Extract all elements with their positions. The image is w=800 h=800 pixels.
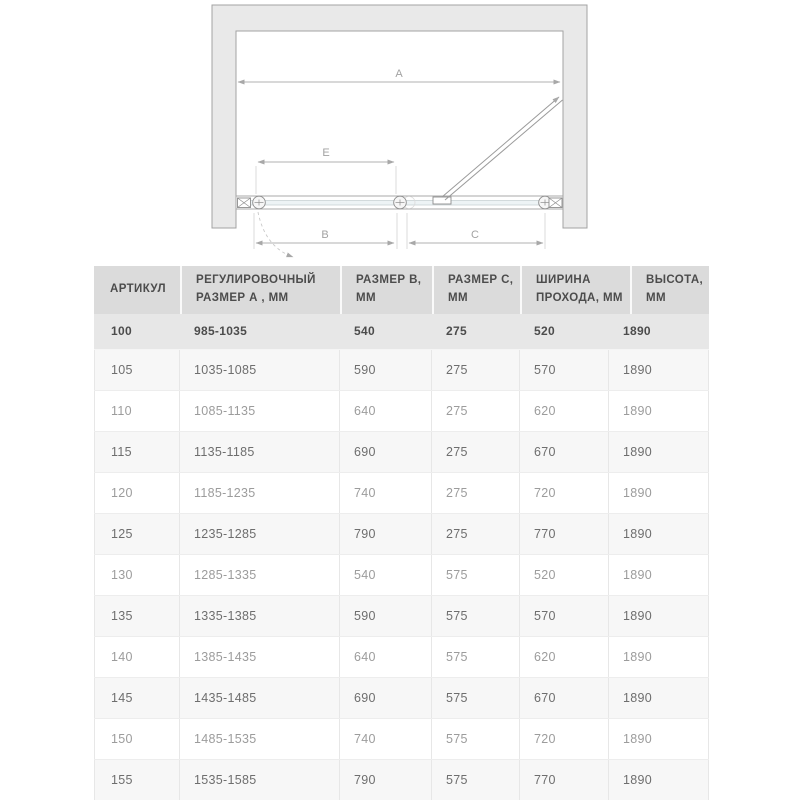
table-row <box>94 719 709 760</box>
table-cell: 575 <box>432 719 520 759</box>
table-row <box>94 637 709 678</box>
table-cell: 155 <box>94 760 180 800</box>
table-cell: 1890 <box>609 760 709 800</box>
table-cell: 1890 <box>609 637 709 677</box>
open-door-panel <box>442 97 563 200</box>
dimension-e <box>256 147 396 194</box>
table-cell: 1890 <box>609 432 709 472</box>
table-cell: 1890 <box>609 596 709 636</box>
door-swing-arc <box>258 212 293 257</box>
table-cell: 1890 <box>609 719 709 759</box>
table-cell: 1335-1385 <box>180 596 340 636</box>
table-row <box>94 473 709 514</box>
dimension-b-label: B <box>321 229 329 241</box>
table-cell: 1285-1335 <box>180 555 340 595</box>
table-cell: 115 <box>94 432 180 472</box>
table-cell: 790 <box>340 760 432 800</box>
table-cell: 100 <box>94 314 180 349</box>
dimension-b <box>254 213 397 249</box>
table-cell: 575 <box>432 678 520 718</box>
table-row <box>94 555 709 596</box>
table-cell: 275 <box>432 314 520 349</box>
table-cell: 1890 <box>609 678 709 718</box>
table-cell: 540 <box>340 314 432 349</box>
left-bracket <box>238 198 251 208</box>
table-row <box>94 678 709 719</box>
table-cell: 520 <box>520 555 609 595</box>
right-bracket <box>549 198 562 208</box>
table-cell: 590 <box>340 350 432 390</box>
table-cell: 110 <box>94 391 180 431</box>
column-header-height: ВЫСОТА, ММ <box>630 266 709 314</box>
table-cell: 1890 <box>609 391 709 431</box>
table-row <box>94 760 709 800</box>
table-cell: 620 <box>520 637 609 677</box>
table-cell: 125 <box>94 514 180 554</box>
table-cell: 720 <box>520 719 609 759</box>
table-cell: 670 <box>520 432 609 472</box>
table-cell: 540 <box>340 555 432 595</box>
table-cell: 1185-1235 <box>180 473 340 513</box>
table-cell: 985-1035 <box>180 314 340 349</box>
table-cell: 720 <box>520 473 609 513</box>
table-cell: 690 <box>340 678 432 718</box>
table-cell: 275 <box>432 350 520 390</box>
table-cell: 740 <box>340 473 432 513</box>
table-cell: 570 <box>520 350 609 390</box>
column-header-size-b: РАЗМЕР В, ММ <box>340 266 432 314</box>
table-cell: 1890 <box>609 514 709 554</box>
table-cell: 770 <box>520 514 609 554</box>
table-row <box>94 314 709 350</box>
table-row <box>94 514 709 555</box>
shower-door-diagram <box>190 0 600 262</box>
table-cell: 590 <box>340 596 432 636</box>
table-cell: 1385-1435 <box>180 637 340 677</box>
table-cell: 575 <box>432 760 520 800</box>
roller-middle <box>394 196 407 209</box>
pivot-handle <box>433 197 451 204</box>
door-technical-drawing <box>190 0 600 262</box>
table-cell: 275 <box>432 391 520 431</box>
table-row <box>94 596 709 637</box>
table-cell: 770 <box>520 760 609 800</box>
roller-left <box>253 196 266 209</box>
table-cell: 575 <box>432 596 520 636</box>
table-cell: 140 <box>94 637 180 677</box>
table-cell: 145 <box>94 678 180 718</box>
dimension-c <box>407 213 545 249</box>
table-cell: 1135-1185 <box>180 432 340 472</box>
table-cell: 1235-1285 <box>180 514 340 554</box>
table-row <box>94 391 709 432</box>
table-cell: 1085-1135 <box>180 391 340 431</box>
wall-outline <box>212 5 587 228</box>
table-cell: 1535-1585 <box>180 760 340 800</box>
table-cell: 740 <box>340 719 432 759</box>
table-cell: 120 <box>94 473 180 513</box>
table-cell: 690 <box>340 432 432 472</box>
column-header-passage-width: ШИРИНА ПРОХОДА, ММ <box>520 266 630 314</box>
table-cell: 1890 <box>609 473 709 513</box>
table-row <box>94 350 709 391</box>
table-cell: 1890 <box>609 350 709 390</box>
door-rail <box>236 196 563 209</box>
table-cell: 105 <box>94 350 180 390</box>
table-cell: 130 <box>94 555 180 595</box>
table-cell: 670 <box>520 678 609 718</box>
dimension-c-label: C <box>471 229 479 241</box>
table-cell: 150 <box>94 719 180 759</box>
spec-table-header <box>94 266 709 314</box>
table-cell: 1435-1485 <box>180 678 340 718</box>
table-cell: 1035-1085 <box>180 350 340 390</box>
dimension-a <box>238 68 560 82</box>
column-header-size-c: РАЗМЕР С, ММ <box>432 266 520 314</box>
spec-table-body <box>94 314 709 800</box>
table-cell: 575 <box>432 637 520 677</box>
dimension-a-label: A <box>395 68 403 80</box>
table-cell: 275 <box>432 473 520 513</box>
table-cell: 1890 <box>609 555 709 595</box>
table-cell: 620 <box>520 391 609 431</box>
spec-table <box>94 266 709 800</box>
table-cell: 790 <box>340 514 432 554</box>
table-cell: 520 <box>520 314 609 349</box>
column-header-adjust-size-a: РЕГУЛИРОВОЧНЫЙ РАЗМЕР А , ММ <box>180 266 340 314</box>
table-cell: 640 <box>340 391 432 431</box>
table-cell: 275 <box>432 514 520 554</box>
table-cell: 1890 <box>609 314 709 349</box>
table-cell: 570 <box>520 596 609 636</box>
table-cell: 275 <box>432 432 520 472</box>
table-cell: 1485-1535 <box>180 719 340 759</box>
dimension-e-label: E <box>322 147 330 159</box>
table-cell: 640 <box>340 637 432 677</box>
column-header-article: АРТИКУЛ <box>110 282 167 295</box>
table-row <box>94 432 709 473</box>
table-cell: 135 <box>94 596 180 636</box>
table-cell: 575 <box>432 555 520 595</box>
